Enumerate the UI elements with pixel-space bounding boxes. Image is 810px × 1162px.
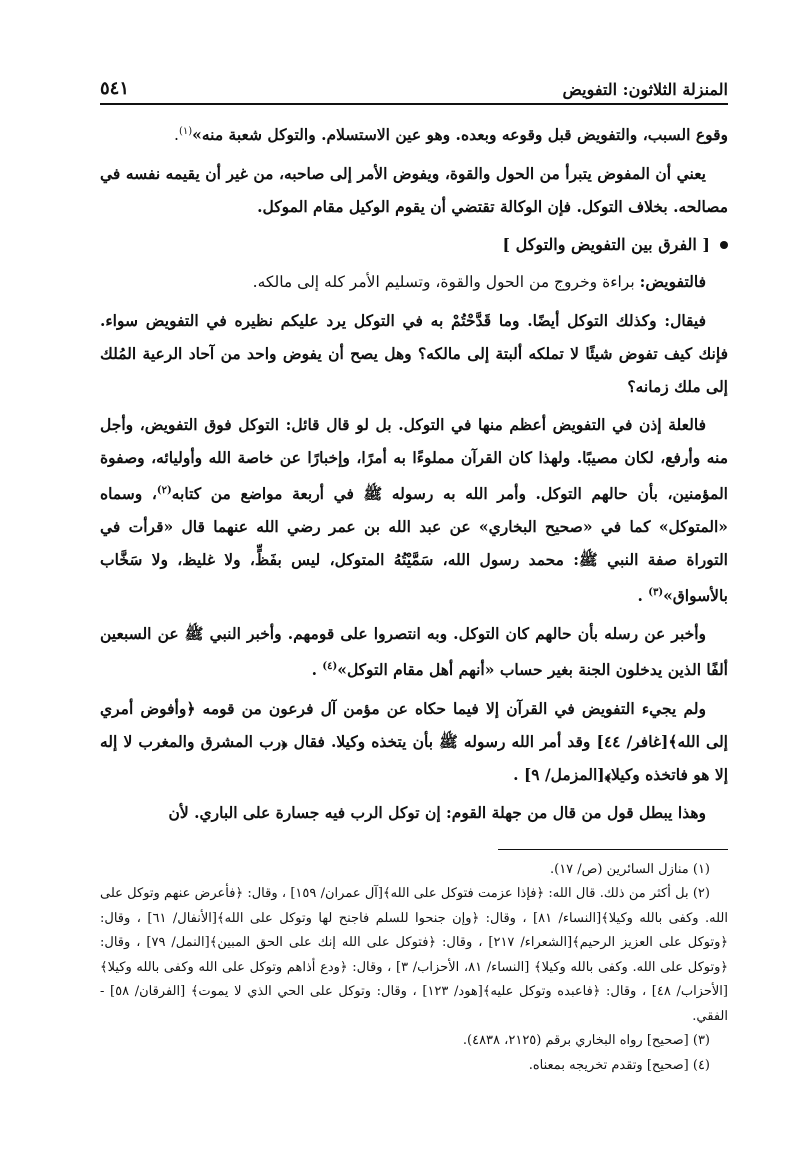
body-text (100, 115, 728, 829)
paragraph-6: وأخبر عن رسله بأن حالهم كان التوكل. وبه انتصروا على قومهم. وأخبر النبي ﷺ عن السبعين ألفًا الذين يدخلون الجنة بغير حساب «أنهم أهل مقام التوكل»$^{(٤)}$ . (100, 624, 728, 680)
paragraph-5: فالعلة إذن في التفويض أعظم منها في التوكل. بل لو قال قائل: التوكل فوق التفويض، وأجل منه وأرفع، لكان مصيبًا. ولهذا كان القرآن مملوءًا به أمرًا، وإخبارًا عن خاصة الله وأوليائه، وصفوة المؤمنين، بأن حالهم التوكل. وأمر الله به رسوله ﷺ في أربعة مواضع من كتابه$^{(٢)}$، وسماه «المتوكل» كما في «صحيح البخاري» عن عبد الله بن عمر رضي الله عنهما قال «قرأت في التوراة صفة النبي ﷺ: محمد رسول الله، سَمَّيْتُهُ المتوكل، ليس بفَظٍّ، ولا غليظ، ولا سَخَّاب بالأسواق»$^{(٣)}$ . (100, 415, 728, 606)
paragraph-4: فيقال: وكذلك التوكل أيضًا. وما قَدَّحْتُمْ به في التوكل يرد عليكم نظيره في التفويض سواء. فإنك كيف تفوض شيئًا لا تملكه ألبتة إلى مالكه؟ وهل يصح أن يفوض واحد من آحاد الرعية المُلك إلى ملك زمانه؟ (100, 311, 728, 397)
footnote-ref-1: (١) (178, 126, 193, 137)
footnote-2: (٢) بل أكثر من ذلك. قال الله: ﴿فإذا عزمت فتوكل على الله﴾[آل عمران/ ١٥٩] ، وقال: ﴿فأعرض عنهم وتوكل على الله. وكفى بالله وكيلا﴾[النساء/ ٨١] ، وقال: ﴿وإن جنحوا للسلم فاجنح لها وتوكل على الله﴾[الأنفال/ ٦١] ، وقال: ﴿وتوكل على العزيز الرحيم﴾[الشعراء/ ٢١٧] ، وقال: ﴿فتوكل على الله إنك على الحق المبين﴾[النمل/ ٧٩] ، وقال: ﴿وتوكل على الله. وكفى بالله وكيلا﴾ [النساء/ ٨١، الأحزاب/ ٣] ، وقال: ﴿ودع أذاهم وتوكل على الله وكفى بالله وكيلا﴾[الأحزاب/ ٤٨] ، وقال: ﴿فاعبده وتوكل عليه﴾[هود/ ١٢٣] ، وقال: وتوكل على الحي الذي لا يموت﴾ [الفرقان/ ٥٨] - الفقي. (100, 886, 728, 1024)
paragraph-8: وهذا يبطل قول من قال من جهلة القوم: إن توكل الرب فيه جسارة على الباري. لأن (168, 802, 706, 822)
paragraph-3: فالتفويض: براءة وخروج من الحول والقوة، وتسليم الأمر كله إلى مالكه. (252, 272, 706, 292)
footnote-ref-4: (٤) (322, 661, 338, 673)
footnote-1: (١) منازل السائرين (ص/ ١٧). (549, 861, 710, 877)
paragraph-7: ولم يجيء التفويض في القرآن إلا فيما حكاه عن مؤمن آل فرعون من قومه ﴿وأفوض أمري إلى الله﴾[غافر/ ٤٤] وقد أمر الله رسوله ﷺ بأن يتخذه وكيلا. فقال ﴿رب المشرق والمغرب لا إله إلا هو فاتخذه وكيلا﴾[المزمل/ ٩] . (100, 698, 728, 784)
footnote-ref-2: (٢) (156, 485, 172, 497)
running-title: المنزلة الثلاثون: التفويض (562, 80, 728, 99)
page-header (100, 78, 728, 105)
footnote-ref-3: (٣) (648, 587, 664, 599)
footnote-divider (498, 849, 728, 850)
paragraph-2: يعني أن المفوض يتبرأ من الحول والقوة، ويفوض الأمر إلى صاحبه، من غير أن يقيمه نفسه في مصالحه. بخلاف التوكل. فإن الوكالة تقتضي أن يقوم الوكيل مقام الموكل. (100, 164, 728, 217)
document-page (100, 78, 728, 1078)
bullet-icon (720, 241, 728, 249)
footnotes (100, 858, 728, 1079)
paragraph-1: وقوع السبب، والتفويض قبل وقوعه وبعده. وهو عين الاستسلام. والتوكل شعبة منه»$^{(١)}$. (174, 125, 728, 145)
page-number: ٥٤١ (100, 78, 130, 99)
section-heading (100, 228, 728, 261)
quran-quote-2: ﴿رب المشرق والمغرب لا إله إلا هو فاتخذه وكيلا﴾ (100, 731, 728, 784)
quran-quote-1: ﴿وأفوض أمري إلى الله﴾ (100, 698, 728, 751)
footnote-3: (٣) [صحيح] رواه البخاري برقم (٢١٢٥، ٤٨٣٨). (462, 1033, 710, 1049)
footnote-4: (٤) [صحيح] وتقدم تخريجه بمعناه. (528, 1057, 710, 1073)
section-heading-text: [ الفرق بين التفويض والتوكل ] (502, 235, 710, 255)
